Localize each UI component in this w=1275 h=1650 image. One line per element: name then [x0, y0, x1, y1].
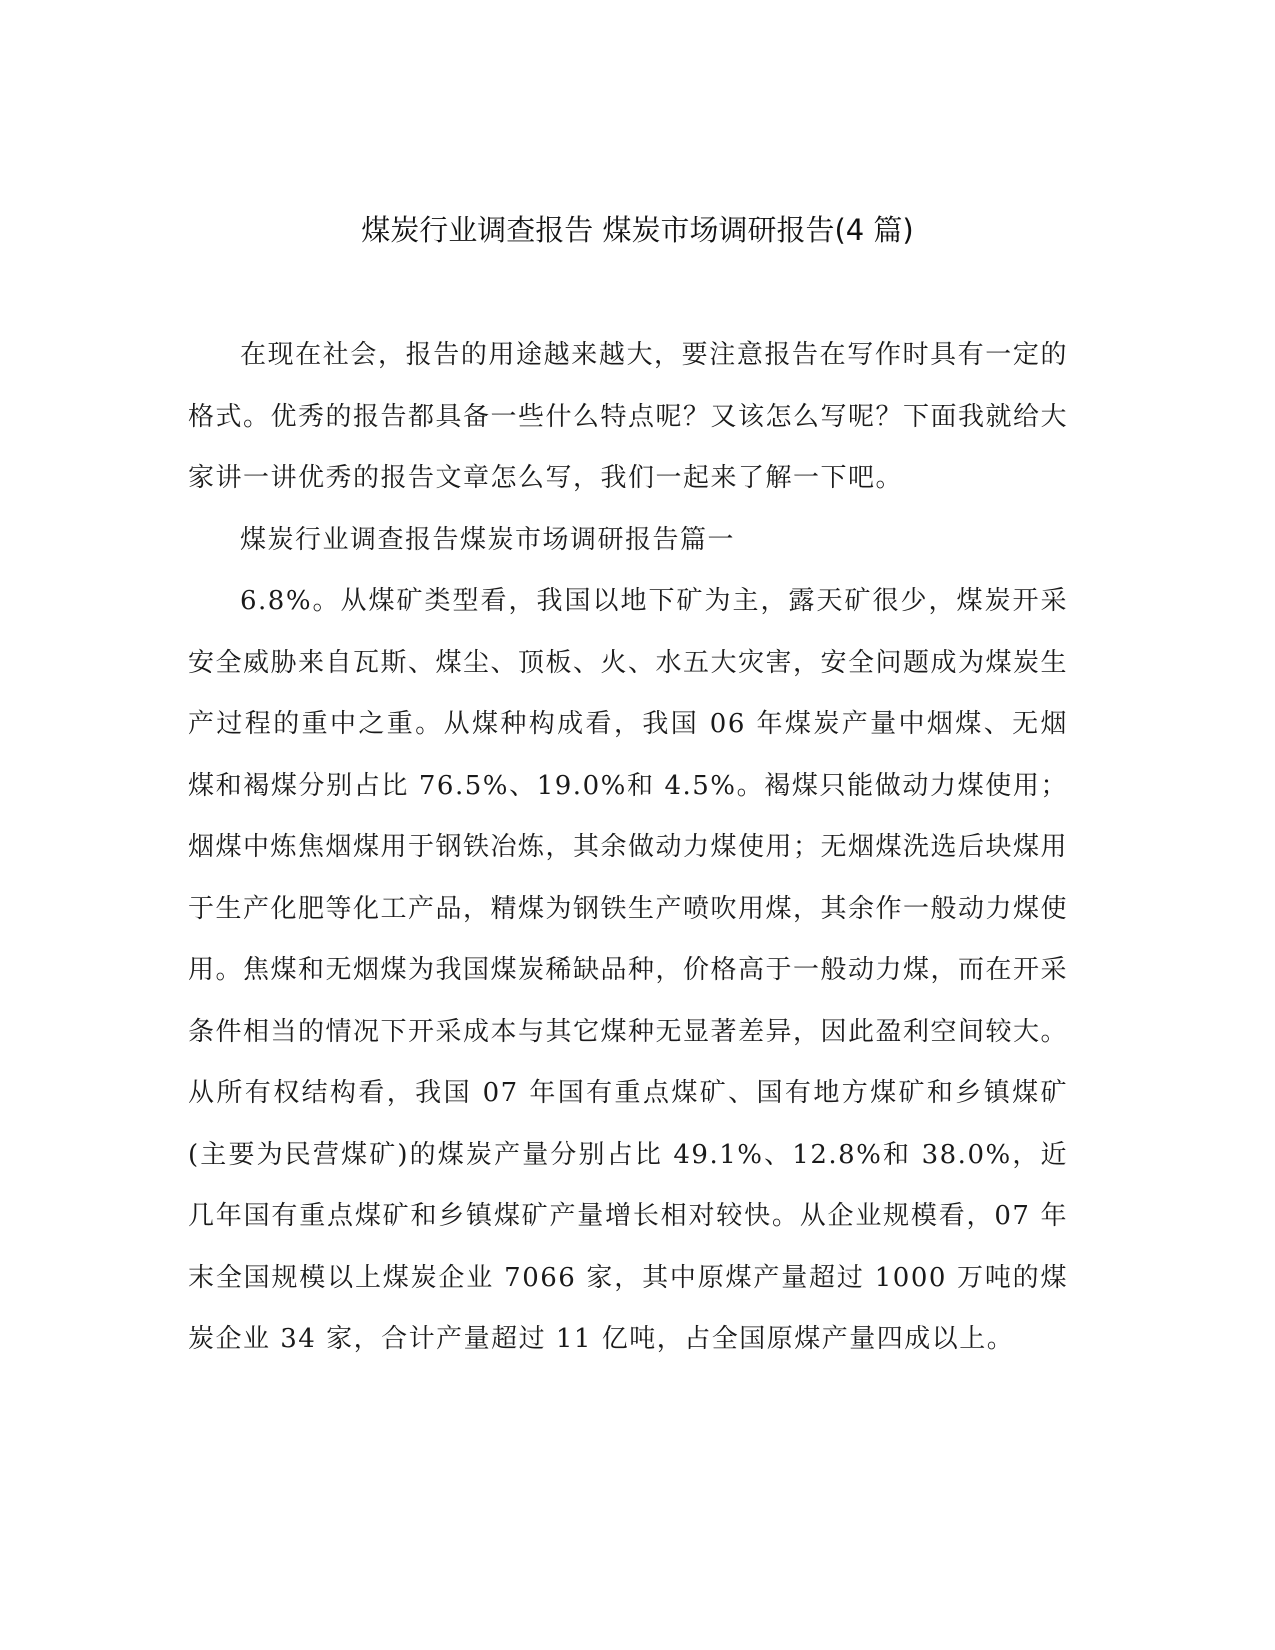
section-heading: 煤炭行业调查报告煤炭市场调研报告篇一	[240, 524, 736, 555]
body-paragraph: 6.8%。从煤矿类型看，我国以地下矿为主，露天矿很少，煤炭开采安全威胁来自瓦斯、煤尘、顶板、火、水五大灾害，安全问题成为煤炭生产过程的重中之重。从煤种构成看，我国 06 年煤炭产量中烟煤、无烟煤和褐煤分别占比 76.5%、19.0%和 4.5%。褐煤只能做动力煤使用；烟煤中炼焦烟煤用于钢铁冶炼，其余做动力煤使用；无烟煤洗选后块煤用于生产化肥等化工产品，精煤为钢铁生产喷吹用煤，其余作一般动力煤使用。焦煤和无烟煤为我国煤炭稀缺品种，价格高于一般动力煤，而在开采条件相当的情况下开采成本与其它煤种无显著差异，因此盈利空间较大。从所有权结构看，我国 07 年国有重点煤矿、国有地方煤矿和乡镇煤矿(主要为民营煤矿)的煤炭产量分别占比 49.1%、12.8%和 38.0%，近几年国有重点煤矿和乡镇煤矿产量增长相对较快。从企业规模看，07 年末全国规模以上煤炭企业 7066 家，其中原煤产量超过 1000 万吨的煤炭企业 34 家，合计产量超过 11 亿吨，占全国原煤产量四成以上。	[188, 586, 1069, 1354]
document-body	[188, 325, 1068, 1371]
document-title: 煤炭行业调查报告 煤炭市场调研报告(4 篇)	[361, 213, 914, 247]
intro-paragraph: 在现在社会，报告的用途越来越大，要注意报告在写作时具有一定的格式。优秀的报告都具备一些什么特点呢？又该怎么写呢？下面我就给大家讲一讲优秀的报告文章怎么写，我们一起来了解一下吧。	[188, 340, 1069, 493]
